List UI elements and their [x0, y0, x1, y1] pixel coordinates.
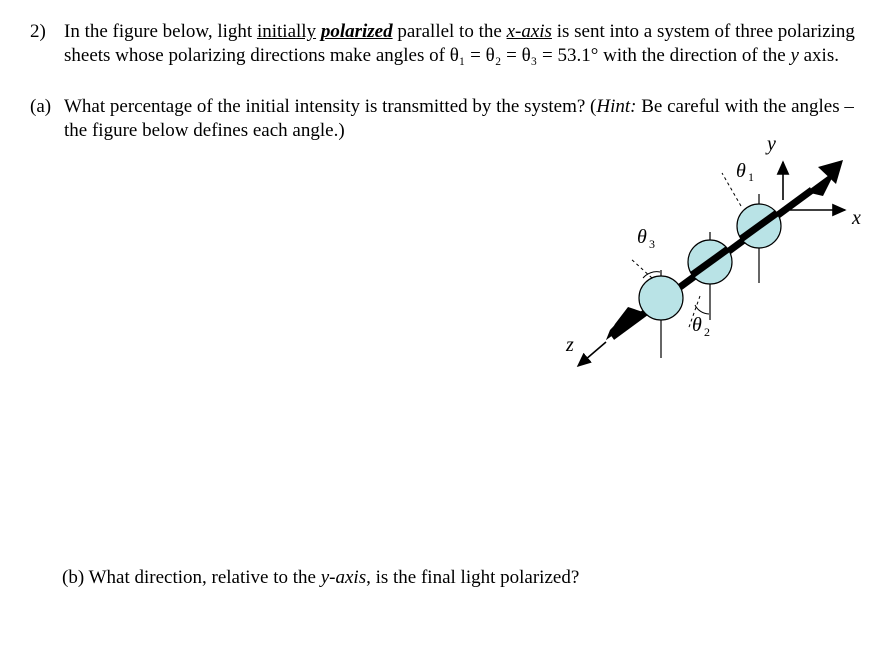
- z-axis-label: z: [566, 334, 574, 356]
- theta2-subscript: 2: [704, 325, 710, 339]
- intro-part-1: In the figure below, light: [64, 21, 257, 42]
- question-number: 2): [30, 21, 46, 42]
- intro-angles: θ₁ = θ₂ = θ₃ = 53.1°: [449, 45, 599, 66]
- theta1-subscript: 1: [748, 170, 754, 184]
- intro-initially: initially: [256, 21, 317, 42]
- intro-y: y: [790, 45, 799, 66]
- part-a-label: (a): [30, 96, 52, 117]
- theta3-label: θ: [637, 226, 647, 248]
- part-a-text-1: What percentage of the initial intensity is transmitted by the system? (: [64, 96, 597, 117]
- intro-part-5: axis.: [798, 45, 839, 66]
- dashed-line-3: [630, 258, 652, 278]
- z-axis-line: [578, 342, 606, 366]
- part-b-y-axis: y-axis: [320, 567, 367, 588]
- part-a-text-2: Be careful with the angles – the figure below defines each angle.): [64, 96, 854, 141]
- part-b-label: (b): [62, 567, 85, 588]
- angle-arc-2: [695, 305, 709, 314]
- intro-part-2: parallel to the: [392, 21, 507, 42]
- intro-part-4: with the direction of the: [598, 45, 791, 66]
- polarizer-disk-3: [639, 276, 683, 320]
- part-a-hint: Hint:: [596, 96, 637, 117]
- y-axis-label: y: [767, 133, 776, 155]
- theta2-label: θ: [692, 314, 702, 336]
- intro-x-axis: x-axis: [506, 21, 552, 42]
- part-b-text-1: What direction, relative to the: [88, 567, 321, 588]
- theta3-subscript: 3: [649, 237, 655, 251]
- theta1-label: θ: [736, 160, 746, 182]
- x-axis-label: x: [852, 207, 861, 229]
- intro-part-3: is sent into a system of three polarizing sheets whose polarizing directions make angles of: [64, 21, 855, 66]
- part-b-text-2: , is the final light polarized?: [366, 567, 580, 588]
- intro-polarized: polarized: [320, 21, 393, 42]
